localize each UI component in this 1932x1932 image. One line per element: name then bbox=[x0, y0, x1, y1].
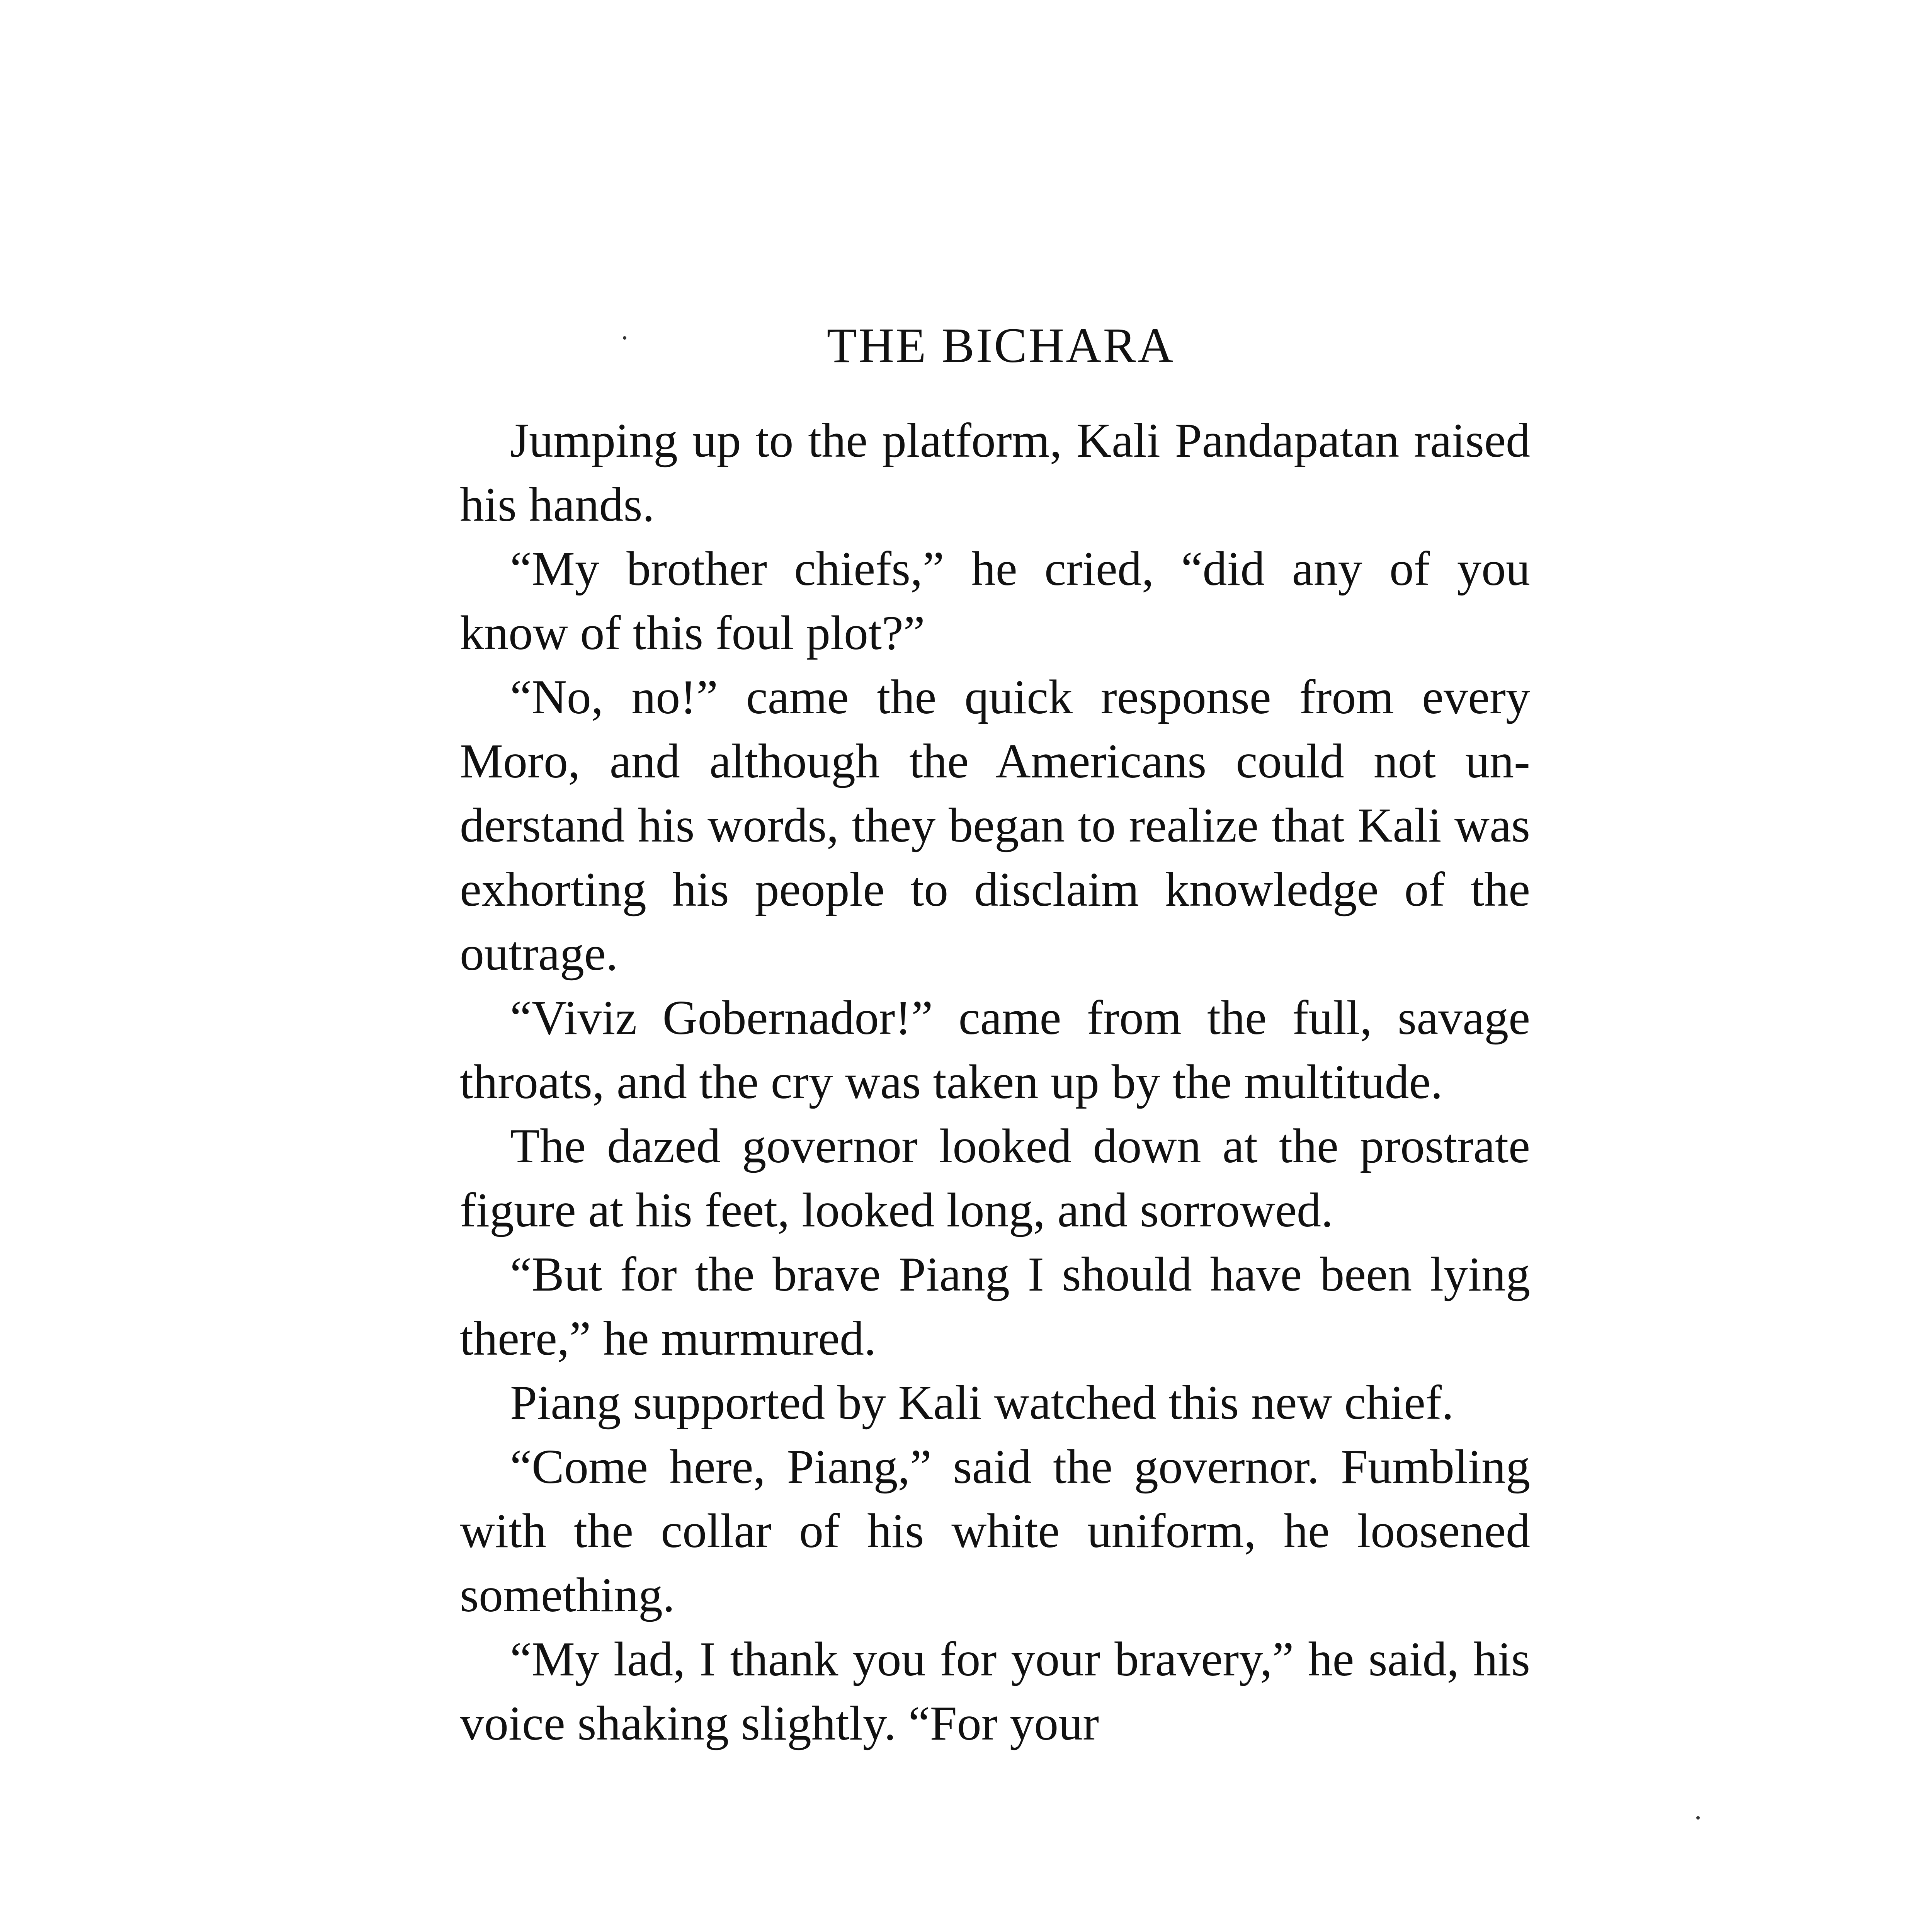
paragraph-7: Piang supported by Kali watched this new chief. bbox=[510, 1376, 1454, 1430]
paragraph-8: “Come here, Piang,” said the governor. Fumbling with the collar of his white uniform, he loosened something. bbox=[460, 1440, 1530, 1622]
paragraph-6: “But for the brave Piang I should have been lying there,” he murmured. bbox=[460, 1248, 1530, 1366]
scan-speck bbox=[1696, 1816, 1700, 1820]
scan-speck bbox=[623, 336, 626, 340]
page-body-text bbox=[460, 409, 1530, 1756]
paragraph-1: Jumping up to the platform, Kali Pandapatan raised his hands. bbox=[460, 414, 1530, 532]
running-header: THE BICHARA bbox=[827, 318, 1175, 373]
paragraph-3: “No, no!” came the quick response from every Moro, and although the Americans could not understand his words, they began to realize that Kali was exhorting his people to disclaim knowledge of the outrage. bbox=[460, 670, 1530, 981]
paragraph-2: “My brother chiefs,” he cried, “did any of you know of this foul plot?” bbox=[460, 542, 1530, 660]
paragraph-9: “My lad, I thank you for your bravery,” he said, his voice shaking slightly. “For your bbox=[460, 1633, 1530, 1750]
paragraph-5: The dazed governor looked down at the prostrate figure at his feet, looked long, and sorrowed. bbox=[460, 1119, 1530, 1237]
paragraph-4: “Viviz Gobernador!” came from the full, savage throats, and the cry was taken up by the multitude. bbox=[460, 991, 1530, 1109]
